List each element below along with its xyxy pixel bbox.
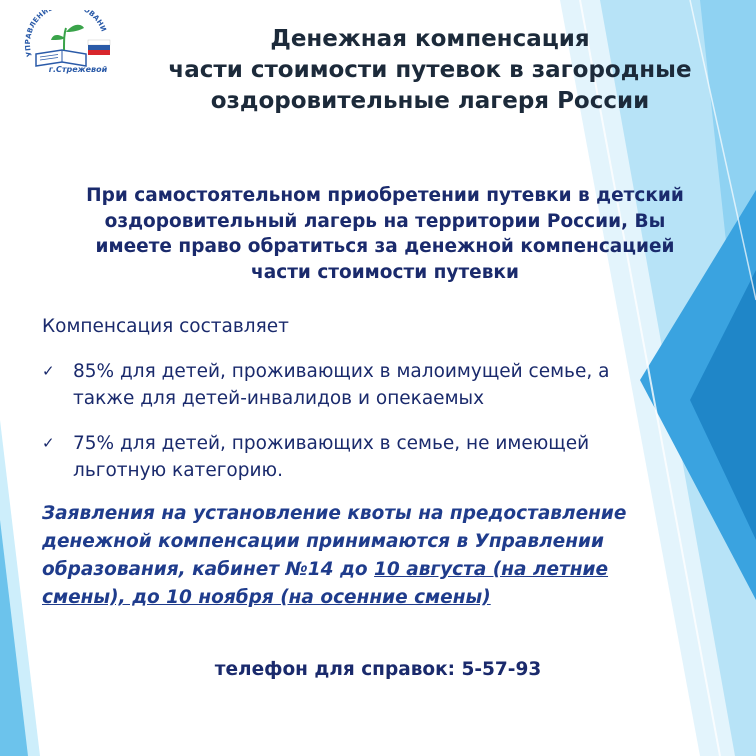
book-icon bbox=[36, 50, 86, 66]
notice-line bbox=[42, 584, 712, 612]
list-item-line: 75% для детей, проживающих в семье, не имеющей bbox=[73, 433, 590, 454]
intro-line: При самостоятельном приобретении путевки в детский bbox=[86, 185, 684, 206]
list-item-line: льготную категорию. bbox=[73, 460, 283, 481]
application-notice bbox=[42, 500, 712, 612]
check-icon: ✓ bbox=[42, 362, 55, 380]
logo-graphic bbox=[18, 10, 118, 76]
notice-deadline-text: смены), до 10 ноября (на осенние смены) bbox=[42, 587, 491, 608]
title-line: Денежная компенсация bbox=[270, 26, 590, 52]
title-line: оздоровительные лагеря России bbox=[210, 88, 650, 114]
notice-text: образования, кабинет №14 до bbox=[42, 559, 375, 580]
phone-info: телефон для справок: 5-57-93 bbox=[214, 659, 542, 680]
check-icon: ✓ bbox=[42, 434, 55, 452]
list-item-line: также для детей-инвалидов и опекаемых bbox=[73, 388, 485, 409]
intro-line: имеете право обратиться за денежной компенсацией bbox=[95, 236, 675, 257]
notice-line: денежной компенсации принимаются в Управлении bbox=[42, 531, 604, 552]
compensation-list bbox=[42, 358, 702, 502]
logo-arc-text: УПРАВЛЕНИ ОВАНИ bbox=[23, 10, 108, 58]
intro-line: оздоровительный лагерь на территории России, Вы bbox=[104, 210, 666, 232]
intro-line: части стоимости путевки bbox=[251, 261, 519, 283]
notice-line bbox=[42, 556, 712, 584]
title-line: части стоимости путевок в загородные bbox=[168, 57, 692, 83]
logo-city: г.Стрежевой bbox=[48, 65, 108, 74]
sprout-icon bbox=[64, 28, 66, 50]
compensation-heading: Компенсация составляет bbox=[42, 316, 289, 337]
list-item bbox=[42, 430, 702, 484]
list-item bbox=[42, 358, 702, 412]
notice-line: Заявления на установление квоты на предоставление bbox=[42, 503, 627, 524]
notice-deadline-text: 10 августа (на летние bbox=[374, 559, 609, 580]
list-item-line: 85% для детей, проживающих в малоимущей семье, а bbox=[73, 361, 610, 382]
intro-paragraph bbox=[40, 183, 730, 285]
page-title bbox=[120, 24, 740, 117]
logo bbox=[18, 10, 118, 76]
